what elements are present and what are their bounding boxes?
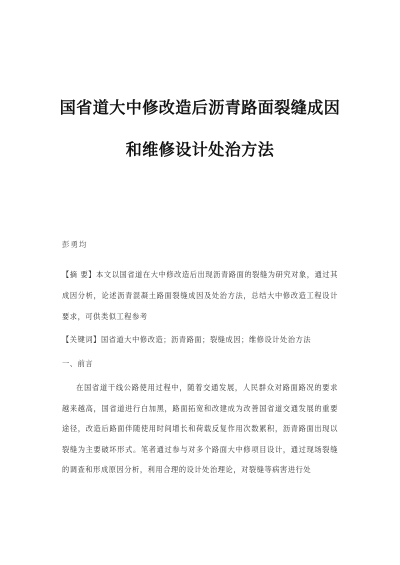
abstract-paragraph: 【摘 要】本文以国省道在大中修改造后出现沥青路面的裂缝为研究对象，通过其成因分析，论述沥青混凝土路面裂缝成因及处治方法，总结大中修改造工程设计要求，可供类似工程参考 <box>62 270 338 321</box>
document-title-line-1: 国省道大中修改造后沥青路面裂缝成因 <box>59 98 341 117</box>
body-paragraph-text: 在国省道干线公路使用过程中，随着交通发展，人民群众对路面路况的要求越来越高，国省道进行白加黑，路面拓宽和改建成为改善国省道交通发展的重要途径，改造后路面伴随使用时间增长和荷载反复作用次数累积，沥青路面出现以裂缝为主要破坏形式。笔者通过参与对多个路面大中修项目设计，通过现场裂缝的调查和形成原因分析，利用合理的设计处治理论，对裂缝等病害进行处 <box>62 383 338 474</box>
author-name: 彭勇均 <box>62 240 88 249</box>
document-title-line-2: 和维修设计处治方法 <box>125 140 275 159</box>
body-paragraph <box>62 378 338 481</box>
section-heading-introduction: 一、前言 <box>62 359 94 368</box>
keywords-paragraph: 【关键词】国省道大中修改造；沥青路面；裂缝成因；维修设计处治方法 <box>62 335 312 344</box>
